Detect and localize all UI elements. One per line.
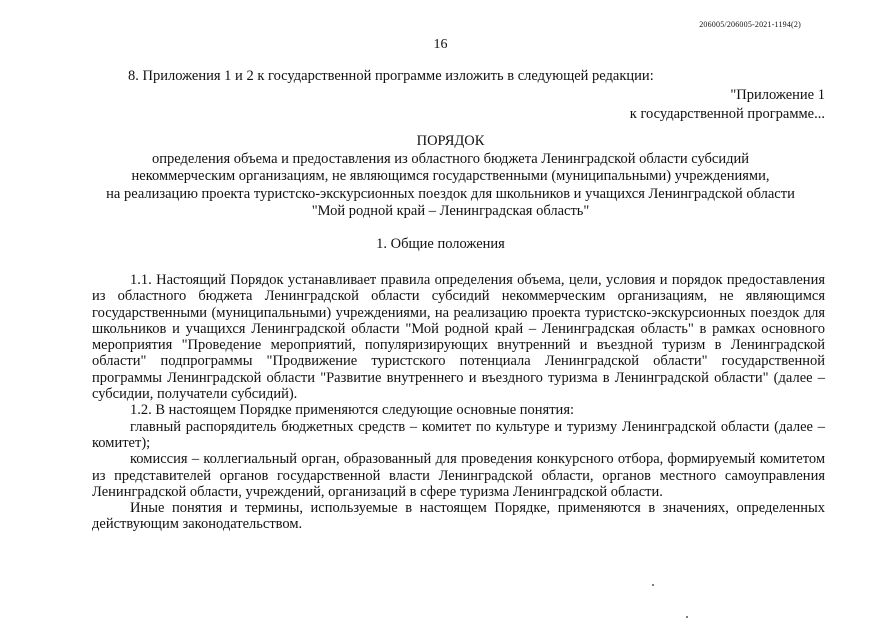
scan-speck <box>686 616 688 618</box>
definition-commission: комиссия – коллегиальный орган, образованный для проведения конкурсного отбора, формируемый комитетом из представителей органов государственной власти Ленинградской области, органов местного самоуправления Ленинградской области, учреждений, организаций в сфере туризма Ленинградской области. <box>92 451 825 500</box>
intro-paragraph: 8. Приложения 1 и 2 к государственной программе изложить в следующей редакции: <box>128 68 654 84</box>
title-heading: ПОРЯДОК <box>416 133 485 149</box>
appendix-line-1: "Приложение 1 <box>730 87 825 103</box>
body-text <box>92 272 825 533</box>
paragraph-1-2: 1.2. В настоящем Порядке применяются следующие основные понятия: <box>130 402 575 419</box>
scan-speck <box>652 584 654 586</box>
title-line-3: на реализацию проекта туристско-экскурсионных поездок для школьников и учащихся Ленинградской области <box>106 185 795 202</box>
document-code: 206005/206005-2021-1194(2) <box>699 20 801 29</box>
paragraph-1-1: 1.1. Настоящий Порядок устанавливает правила определения объема, цели, условия и порядок предоставления из областного бюджета Ленинградской области субсидий некоммерческим организациям, не являющимся государственными (муниципальными) учреждениями, на реализацию проекта туристско-экскурсионных поездок для школьников и учащихся Ленинградской области "Мой родной край – Ленинградская область" в рамках основного мероприятия "Проведение мероприятий, популяризирующих внутренний и въездной туризм в Ленинградской области" подпрограммы "Продвижение туристского потенциала Ленинградской области" государственной программы Ленинградской области "Развитие внутреннего и въездного туризма в Ленинградской области" (далее – субсидии, получатели субсидий). <box>92 272 825 403</box>
appendix-reference <box>630 86 825 124</box>
title-line-4: "Мой родной край – Ленинградская область" <box>311 203 590 219</box>
title-line-1: определения объема и предоставления из областного бюджета Ленинградской области субсидий <box>152 150 749 167</box>
section-heading: 1. Общие положения <box>376 236 505 252</box>
page-number: 16 <box>433 37 448 52</box>
appendix-line-2: к государственной программе... <box>629 106 825 122</box>
definition-main-administrator: главный распорядитель бюджетных средств – комитет по культуре и туризму Ленинградской области (далее – комитет); <box>92 418 825 451</box>
document-title <box>60 133 841 221</box>
title-line-2: некоммерческим организациям, не являющимся государственными (муниципальными) учреждениями, <box>131 168 770 184</box>
paragraph-other-terms: Иные понятия и термины, используемые в настоящем Порядке, применяются в значениях, определенных действующим законодательством. <box>92 500 825 533</box>
